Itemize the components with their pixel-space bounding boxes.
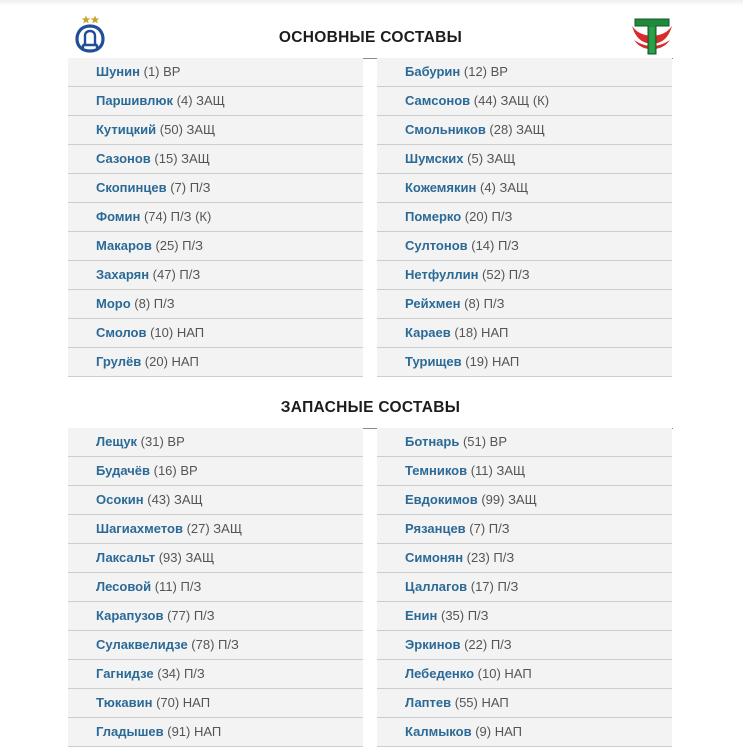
player-name-link[interactable]: Сазонов xyxy=(96,151,151,166)
player-name-link[interactable]: Цаллагов xyxy=(405,579,468,594)
substitutes-title: ЗАПАСНЫЕ СОСТАВЫ xyxy=(280,399,461,416)
player-number-position: (28) ЗАЩ xyxy=(485,122,545,137)
player-name-link[interactable]: Гладышев xyxy=(96,724,164,739)
player-number-position: (44) ЗАЩ (К) xyxy=(470,93,550,108)
player-name-link[interactable]: Грулёв xyxy=(96,354,142,369)
player-number-position: (4) ЗАЩ xyxy=(476,180,529,195)
player-number-position: (20) НАП xyxy=(141,354,199,369)
player-row xyxy=(377,573,672,602)
player-row xyxy=(68,261,363,290)
player-name-link[interactable]: Рейхмен xyxy=(405,296,461,311)
player-row xyxy=(68,573,363,602)
player-row xyxy=(68,660,363,689)
player-row xyxy=(377,348,672,377)
player-row xyxy=(68,544,363,573)
player-name-link[interactable]: Нетфуллин xyxy=(405,267,479,282)
player-row xyxy=(68,428,363,457)
player-name-link[interactable]: Симонян xyxy=(405,550,464,565)
player-number-position: (8) П/З xyxy=(460,296,505,311)
player-name-link[interactable]: Рязанцев xyxy=(405,521,466,536)
player-name-link[interactable]: Карапузов xyxy=(96,608,164,623)
player-name-link[interactable]: Захарян xyxy=(96,267,150,282)
player-row xyxy=(377,87,672,116)
player-name-link[interactable]: Енин xyxy=(405,608,438,623)
starting-away-list xyxy=(377,58,672,377)
player-row xyxy=(377,203,672,232)
player-row xyxy=(68,232,363,261)
player-number-position: (18) НАП xyxy=(450,325,509,340)
player-name-link[interactable]: Шагиахметов xyxy=(96,521,183,536)
top-shadow xyxy=(0,0,743,6)
player-number-position: (5) ЗАЩ xyxy=(463,151,516,166)
player-number-position: (22) П/З xyxy=(460,637,512,652)
player-number-position: (7) П/З xyxy=(465,521,510,536)
player-number-position: (74) П/З (К) xyxy=(140,209,212,224)
player-number-position: (93) ЗАЩ xyxy=(155,550,215,565)
player-name-link[interactable]: Шунин xyxy=(96,64,140,79)
player-name-link[interactable]: Смолов xyxy=(96,325,147,340)
player-name-link[interactable]: Лещук xyxy=(96,434,138,449)
player-row xyxy=(377,544,672,573)
starting-lineups-title: ОСНОВНЫЕ СОСТАВЫ xyxy=(278,29,463,46)
player-number-position: (4) ЗАЩ xyxy=(173,93,225,108)
player-number-position: (16) ВР xyxy=(150,463,198,478)
player-row xyxy=(377,718,672,747)
player-row xyxy=(68,319,363,348)
player-number-position: (27) ЗАЩ xyxy=(182,521,243,536)
player-number-position: (20) П/З xyxy=(461,209,513,224)
player-row xyxy=(377,319,672,348)
player-name-link[interactable]: Осокин xyxy=(96,492,144,507)
player-row xyxy=(68,116,363,145)
player-row xyxy=(68,203,363,232)
player-name-link[interactable]: Смольников xyxy=(405,122,486,137)
player-number-position: (19) НАП xyxy=(461,354,520,369)
player-name-link[interactable]: Померко xyxy=(405,209,462,224)
player-number-position: (31) ВР xyxy=(137,434,185,449)
player-name-link[interactable]: Самсонов xyxy=(405,93,471,108)
player-number-position: (78) П/З xyxy=(187,637,239,652)
player-name-link[interactable]: Калмыков xyxy=(405,724,472,739)
player-name-link[interactable]: Кутицкий xyxy=(96,122,157,137)
player-name-link[interactable]: Эркинов xyxy=(405,637,461,652)
player-number-position: (9) НАП xyxy=(471,724,522,739)
player-row xyxy=(377,515,672,544)
player-name-link[interactable]: Евдокимов xyxy=(405,492,478,507)
player-row xyxy=(377,486,672,515)
player-number-position: (51) ВР xyxy=(459,434,508,449)
player-number-position: (1) ВР xyxy=(140,64,181,79)
player-row xyxy=(68,58,363,87)
player-name-link[interactable]: Будачёв xyxy=(96,463,151,478)
player-number-position: (10) НАП xyxy=(146,325,205,340)
player-row xyxy=(377,145,672,174)
player-number-position: (7) П/З xyxy=(166,180,211,195)
starting-home-list xyxy=(68,58,363,377)
player-row xyxy=(377,428,672,457)
substitutes-header xyxy=(68,392,673,429)
player-row xyxy=(68,145,363,174)
player-number-position: (52) П/З xyxy=(478,267,530,282)
player-row xyxy=(377,116,672,145)
player-row xyxy=(68,631,363,660)
player-row xyxy=(68,718,363,747)
player-name-link[interactable]: Ботнарь xyxy=(405,434,460,449)
player-row xyxy=(68,174,363,203)
player-name-link[interactable]: Султонов xyxy=(405,238,468,253)
player-number-position: (11) ЗАЩ xyxy=(467,463,526,478)
player-number-position: (23) П/З xyxy=(463,550,515,565)
player-name-link[interactable]: Гагнидзе xyxy=(96,666,154,681)
substitutes-home-list xyxy=(68,428,363,747)
player-name-link[interactable]: Тюкавин xyxy=(96,695,153,710)
player-row xyxy=(377,602,672,631)
player-row xyxy=(68,486,363,515)
player-row xyxy=(377,660,672,689)
player-name-link[interactable]: Сулаквелидзе xyxy=(96,637,188,652)
player-name-link[interactable]: Лесовой xyxy=(96,579,152,594)
player-row xyxy=(68,689,363,718)
player-name-link[interactable]: Кожемякин xyxy=(405,180,477,195)
player-row xyxy=(68,290,363,319)
player-number-position: (50) ЗАЩ xyxy=(156,122,216,137)
player-number-position: (99) ЗАЩ xyxy=(477,492,537,507)
player-name-link[interactable]: Паршивлюк xyxy=(96,93,174,108)
player-name-link[interactable]: Моро xyxy=(96,296,131,311)
player-number-position: (91) НАП xyxy=(163,724,222,739)
player-number-position: (25) П/З xyxy=(151,238,203,253)
player-row xyxy=(68,515,363,544)
player-name-link[interactable]: Фомин xyxy=(96,209,141,224)
player-number-position: (17) П/З xyxy=(467,579,519,594)
player-number-position: (12) ВР xyxy=(460,64,508,79)
player-number-position: (35) П/З xyxy=(437,608,489,623)
player-number-position: (70) НАП xyxy=(152,695,211,710)
player-name-link[interactable]: Макаров xyxy=(96,238,152,253)
player-name-link[interactable]: Бабурин xyxy=(405,64,461,79)
player-number-position: (34) П/З xyxy=(153,666,205,681)
lineups-header xyxy=(68,14,673,59)
player-name-link[interactable]: Скопинцев xyxy=(96,180,167,195)
torpedo-logo-icon xyxy=(630,17,674,57)
player-number-position: (14) П/З xyxy=(467,238,519,253)
player-row xyxy=(377,689,672,718)
player-row xyxy=(377,58,672,87)
player-name-link[interactable]: Темников xyxy=(405,463,468,478)
player-number-position: (15) ЗАЩ xyxy=(150,151,210,166)
player-name-link[interactable]: Караев xyxy=(405,325,451,340)
player-number-position: (47) П/З xyxy=(149,267,201,282)
player-number-position: (77) П/З xyxy=(163,608,215,623)
player-row xyxy=(377,261,672,290)
substitutes-away-list xyxy=(377,428,672,747)
player-row xyxy=(377,457,672,486)
player-row xyxy=(377,631,672,660)
player-number-position: (11) П/З xyxy=(151,579,202,594)
player-row xyxy=(68,457,363,486)
player-row xyxy=(377,290,672,319)
player-number-position: (8) П/З xyxy=(130,296,175,311)
player-name-link[interactable]: Лаптев xyxy=(405,695,452,710)
player-row xyxy=(68,602,363,631)
player-name-link[interactable]: Турищев xyxy=(405,354,462,369)
player-row xyxy=(377,232,672,261)
player-number-position: (10) НАП xyxy=(474,666,532,681)
player-row xyxy=(68,348,363,377)
player-row xyxy=(377,174,672,203)
player-name-link[interactable]: Лебеденко xyxy=(405,666,475,681)
player-name-link[interactable]: Лаксальт xyxy=(96,550,156,565)
player-number-position: (43) ЗАЩ xyxy=(143,492,203,507)
player-name-link[interactable]: Шумских xyxy=(405,151,464,166)
player-number-position: (55) НАП xyxy=(451,695,509,710)
player-row xyxy=(68,87,363,116)
